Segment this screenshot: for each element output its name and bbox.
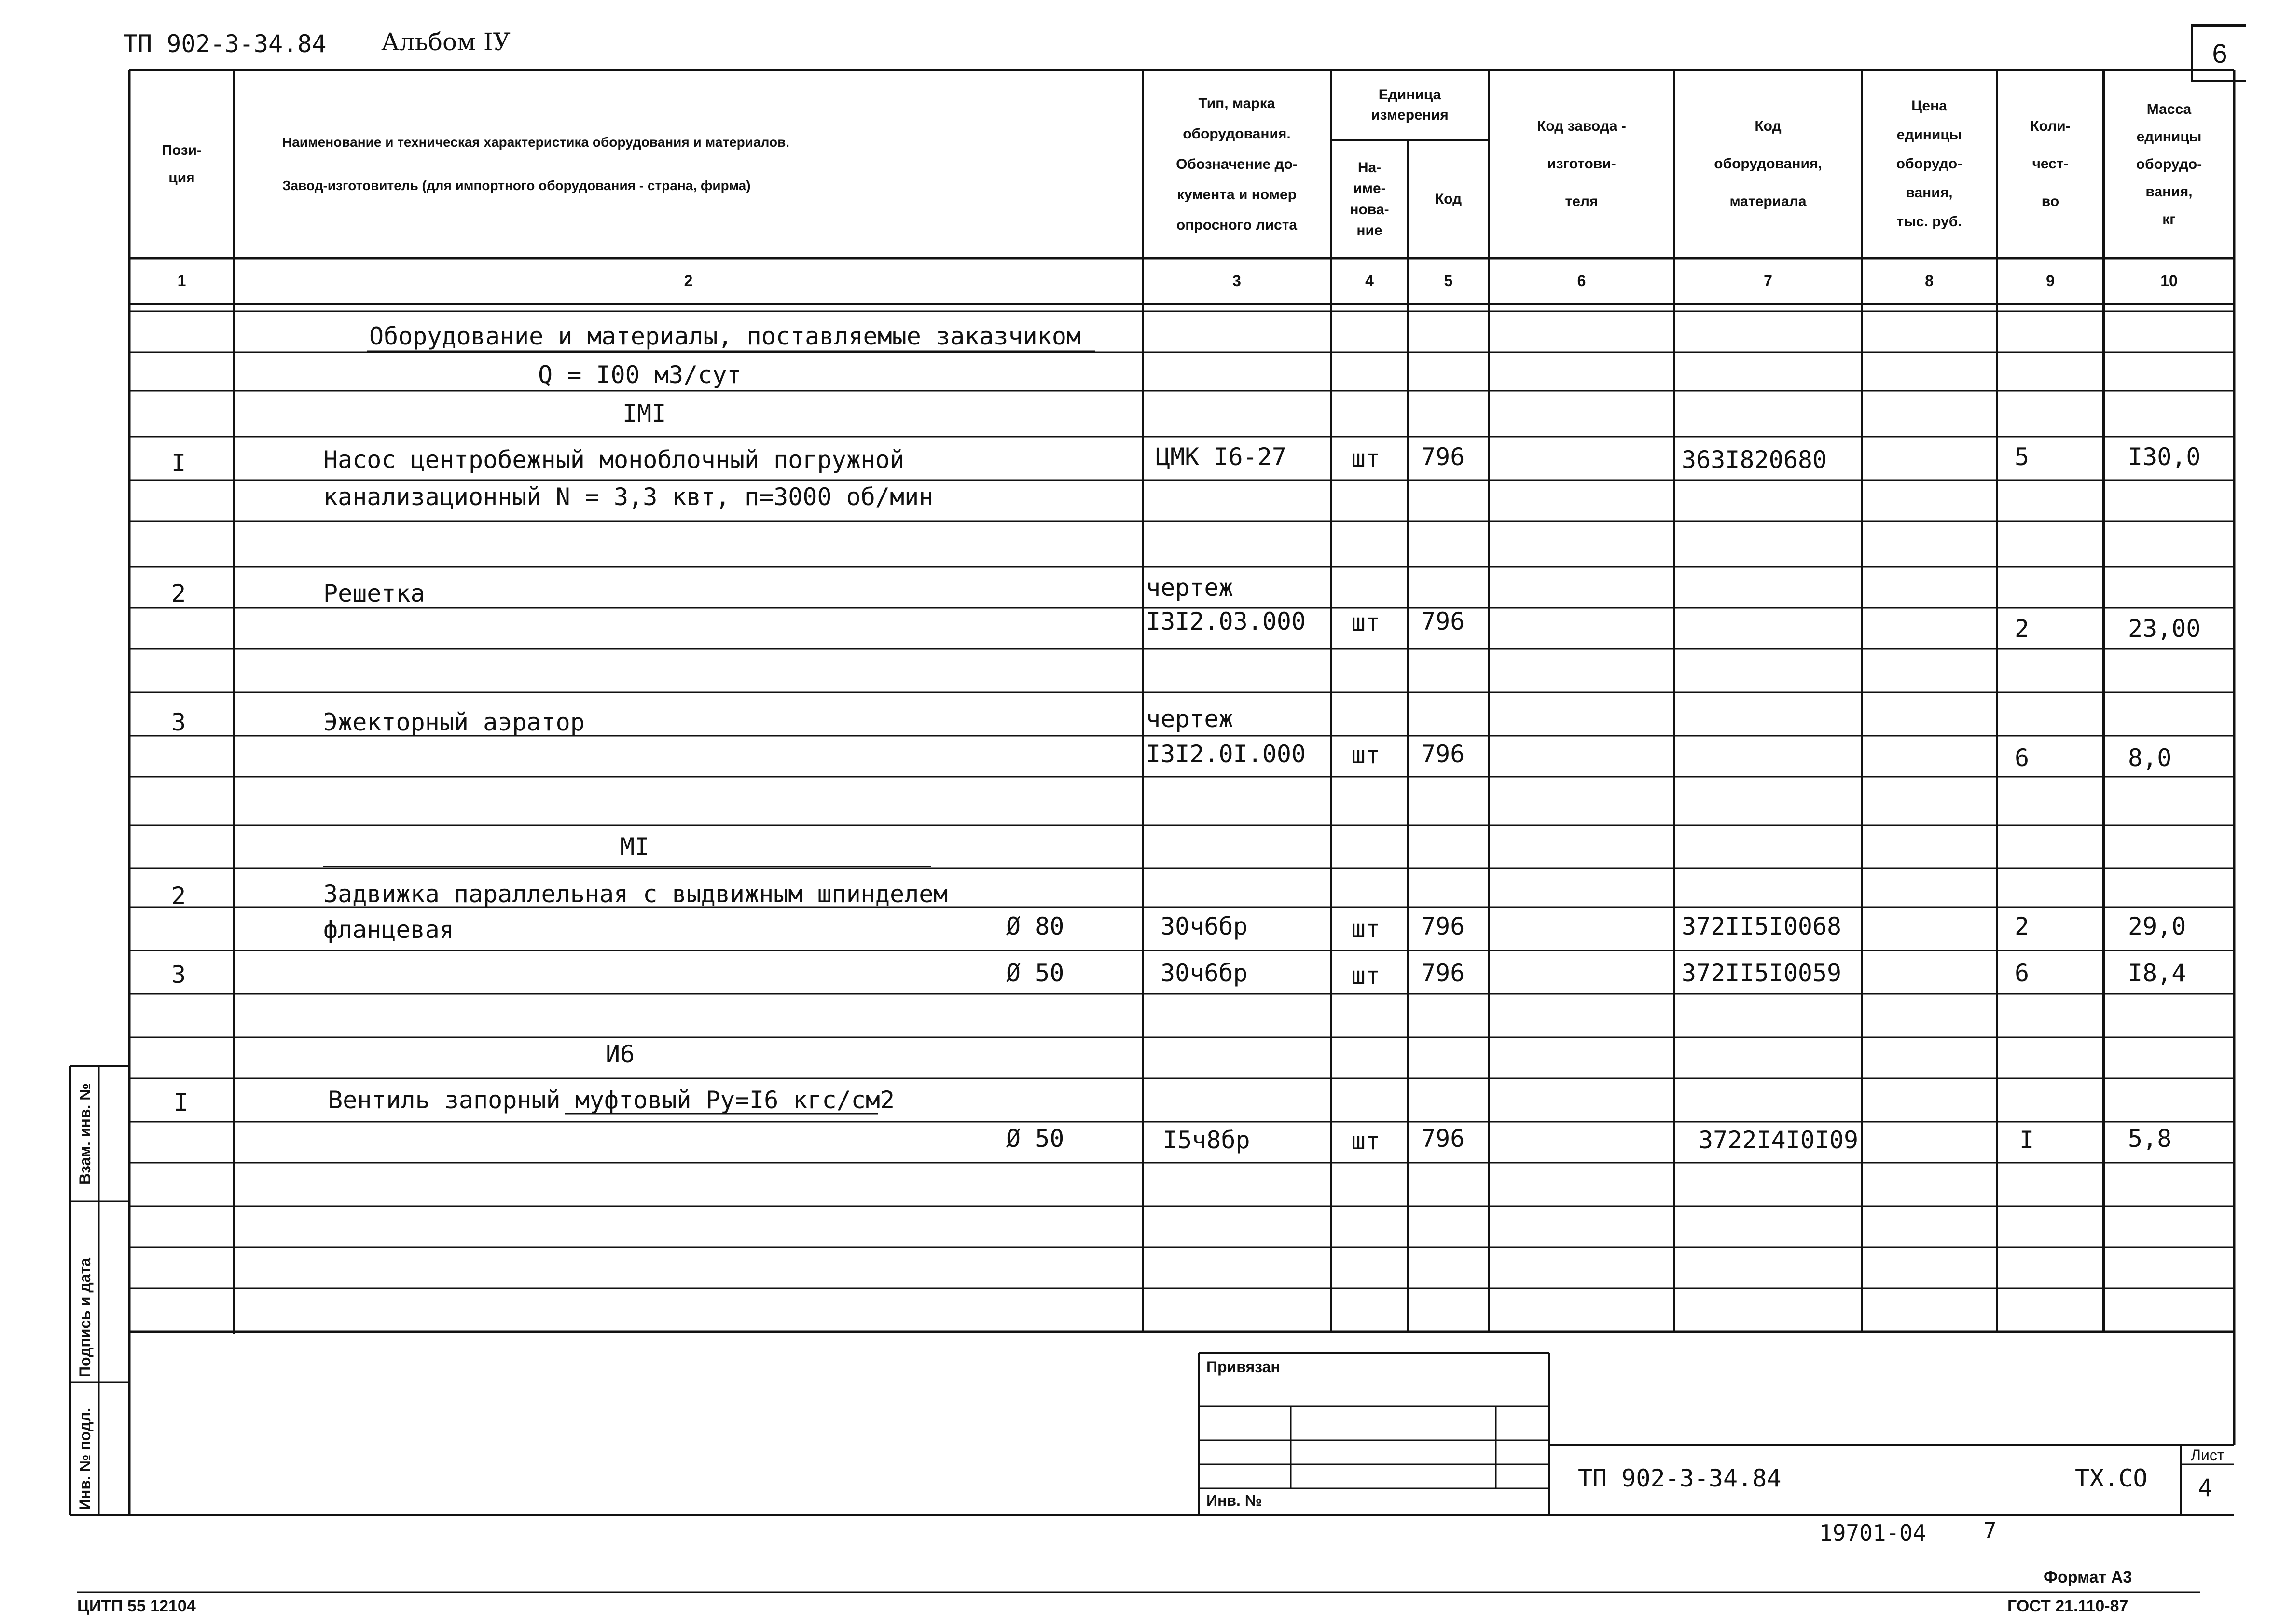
header-unit-name: На- име- нова- ние [1350, 159, 1389, 238]
header-price: Цена единицы оборудо- вания, тыс. руб. [1896, 98, 1962, 230]
col-number-9: 9 [2046, 272, 2055, 289]
header-type: Тип, марка оборудования. Обозначение до- кумента и номер опросного листа [1176, 95, 1298, 233]
row-pump-name-cont: канализационный N = 3,3 квт, п=3000 об/мин [323, 483, 934, 511]
row-pump-unit: шт [1351, 444, 1381, 472]
row-valve50-equip: 372II5I0059 [1682, 959, 1842, 987]
col-number-7: 7 [1764, 272, 1772, 289]
col-number-10: 10 [2160, 272, 2178, 289]
header-equipment-code: Код оборудования, материала [1714, 118, 1822, 209]
header-unit-group: Единица измерения [1371, 86, 1449, 123]
row-pump-mass: I30,0 [2128, 443, 2201, 471]
col-number-8: 8 [1925, 272, 1934, 289]
sheet-number: 6 [2191, 24, 2246, 82]
side-label-replacement-inv: Взам. инв. № [76, 1083, 94, 1184]
row-shutoff-unit: шт [1351, 1127, 1381, 1155]
row-shutoff-equip: 3722I4I0I09 [1699, 1126, 1859, 1154]
row-valve50-qty: 6 [2015, 959, 2030, 987]
row-valve50-pos: 3 [171, 961, 186, 989]
gost-label: ГОСТ 21.110-87 [2007, 1597, 2128, 1615]
section-mi: MI [620, 833, 649, 861]
row-valve50-unit: шт [1351, 962, 1381, 990]
row-shutoff-name: Вентиль запорный муфтовый Ру=I6 кгс/см2 [328, 1086, 895, 1114]
row-valve80-dia: Ø 80 [1006, 912, 1064, 940]
row-shutoff-mass: 5,8 [2128, 1125, 2172, 1153]
row-valve80-pos: 2 [171, 882, 186, 910]
row-grate-qty: 2 [2015, 615, 2030, 643]
header-unit-code: Код [1435, 191, 1462, 207]
row-grate-pos: 2 [171, 579, 186, 607]
section-imi: IMI [622, 399, 666, 427]
row-grate-unit: шт [1351, 608, 1381, 636]
row-grate-drawing: I3I2.03.000 [1146, 607, 1306, 635]
row-valve80-unit: шт [1351, 915, 1381, 943]
row-shutoff-code: 796 [1421, 1125, 1465, 1153]
row-grate-name: Решетка [323, 579, 425, 607]
row-pump-type: ЦМК I6-27 [1156, 443, 1286, 471]
row-pump-pos: I [171, 449, 186, 477]
row-valve50-type: 30ч6бр [1161, 959, 1248, 987]
archive-number: 19701-04 [1819, 1520, 1926, 1546]
row-aerator-mass: 8,0 [2128, 744, 2172, 772]
cipt-label: ЦИТП 55 12104 [77, 1597, 196, 1615]
row-shutoff-pos: I [174, 1088, 189, 1116]
album-label: Альбом IУ [381, 28, 511, 56]
col-number-4: 4 [1365, 272, 1374, 289]
title-block-list-value: 4 [2198, 1474, 2213, 1502]
doc-code-top: ТП 902-3-34.84 [123, 30, 327, 58]
row-valve80-code: 796 [1421, 912, 1465, 940]
col-number-3: 3 [1232, 272, 1241, 289]
section-i6: И6 [606, 1040, 635, 1068]
title-block-list-label: Лист [2191, 1446, 2225, 1464]
side-label-original-inv: Инв. № подл. [76, 1407, 94, 1510]
row-valve80-equip: 372II5I0068 [1682, 912, 1842, 940]
row-valve80-qty: 2 [2015, 912, 2030, 940]
title-block-doc-code: ТП 902-3-34.84 [1578, 1464, 1782, 1492]
row-pump-code: 796 [1421, 443, 1465, 471]
row-aerator-type: чертеж [1146, 705, 1233, 733]
row-valve80-type: 30ч6бр [1161, 912, 1248, 940]
row-shutoff-type: I5ч8бр [1163, 1126, 1250, 1154]
row-aerator-drawing: I3I2.0I.000 [1146, 740, 1306, 768]
row-shutoff-qty: I [2019, 1126, 2034, 1154]
row-valve80-name: фланцевая [323, 916, 454, 944]
header-name: Наименование и техническая характеристика оборудования и материалов. Завод-изготовитель (для импортного оборудования - страна, фирма) [282, 135, 790, 193]
col-number-5: 5 [1444, 272, 1453, 289]
header-quantity: Коли- чест- во [2030, 118, 2071, 209]
row-pump-equip: 363I820680 [1682, 446, 1827, 474]
header-factory-code: Код завода - изготови- теля [1537, 118, 1626, 209]
row-pump-qty: 5 [2015, 443, 2030, 471]
format-label: Формат А3 [2044, 1568, 2132, 1586]
side-label-signature-date: Подпись и дата [76, 1258, 94, 1377]
col-number-6: 6 [1577, 272, 1586, 289]
row-valve50-mass: I8,4 [2128, 959, 2186, 987]
row-pump-name: Насос центробежный моноблочный погружной [323, 446, 905, 474]
header-mass: Масса единицы оборудо- вания, кг [2136, 101, 2202, 227]
row-aerator-unit: шт [1351, 741, 1381, 769]
row-shutoff-dia: Ø 50 [1006, 1125, 1064, 1153]
row-grate-code: 796 [1421, 607, 1465, 635]
stamp-privyazan: Привязан [1206, 1358, 1280, 1376]
archive-sheet: 7 [1983, 1517, 1997, 1543]
title-block-mark: ТХ.СО [2075, 1464, 2148, 1492]
col-number-2: 2 [684, 272, 693, 289]
row-valve80-mass: 29,0 [2128, 912, 2186, 940]
section-title: Оборудование и материалы, поставляемые заказчиком [369, 322, 1081, 350]
row-aerator-qty: 6 [2015, 744, 2030, 772]
header-position: Пози- ция [162, 142, 202, 186]
row-valve50-code: 796 [1421, 959, 1465, 987]
row-valve-name: Задвижка параллельная с выдвижным шпинделем [323, 880, 948, 908]
row-grate-mass: 23,00 [2128, 615, 2201, 643]
row-grate-type: чертеж [1146, 574, 1233, 602]
row-valve50-dia: Ø 50 [1006, 959, 1064, 987]
section-capacity: Q = I00 м3/сут [538, 361, 742, 389]
stamp-inv-no: Инв. № [1206, 1492, 1262, 1509]
row-aerator-pos: 3 [171, 708, 186, 736]
col-number-1: 1 [177, 272, 186, 289]
row-aerator-code: 796 [1421, 740, 1465, 768]
row-aerator-name: Эжекторный аэратор [323, 708, 585, 736]
